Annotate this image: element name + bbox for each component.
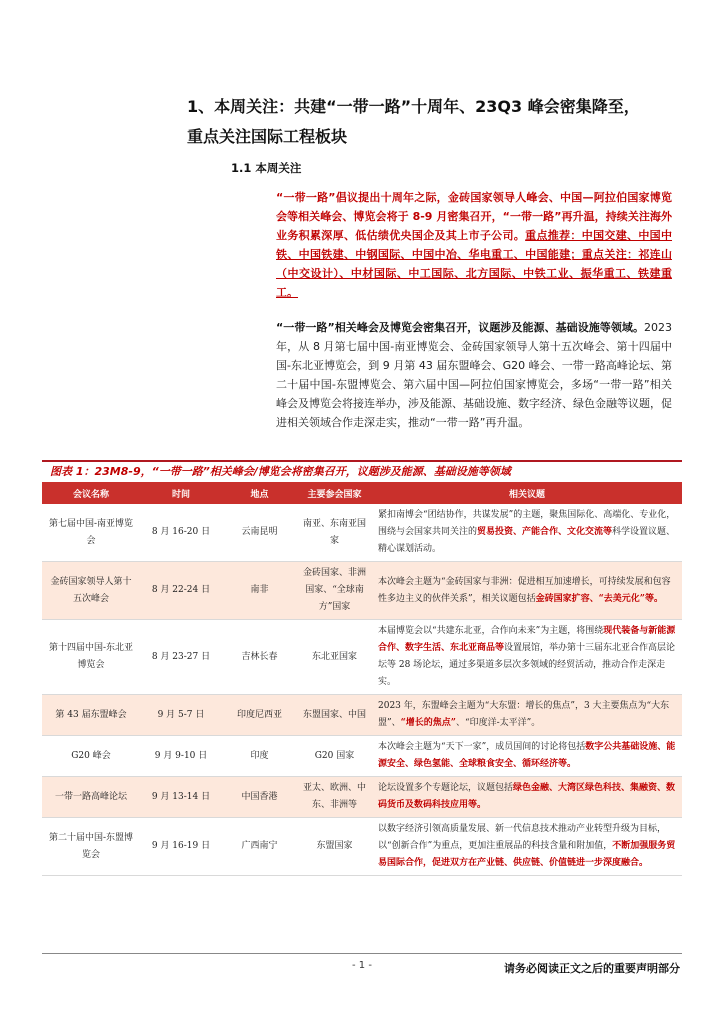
page-number: - 1 - xyxy=(352,960,372,971)
cell-topics xyxy=(372,736,682,777)
cell-place: 吉林长春 xyxy=(222,620,297,695)
cell-place: 云南昆明 xyxy=(222,504,297,562)
cell-topics xyxy=(372,777,682,818)
cell-topics xyxy=(372,620,682,695)
table-row xyxy=(42,777,682,818)
topic-text: 本次峰会主题为“天下一家”，成员国间的讨论将包括 xyxy=(378,742,586,752)
col-header-topics: 相关议题 xyxy=(372,482,682,504)
cell-date: 8 月 23-27 日 xyxy=(140,620,222,695)
topic-text-tail: 科学设置议题、精心谋划活动。 xyxy=(378,527,676,554)
cell-date: 9 月 13-14 日 xyxy=(140,777,222,818)
cell-meeting-name: G20 峰会 xyxy=(42,736,140,777)
cell-meeting-name: 第七届中国-南亚博览会 xyxy=(42,504,140,562)
topic-text: 本届博览会以“共建东北亚，合作向未来”为主题，将围绕 xyxy=(378,626,604,636)
cell-date: 9 月 9-10 日 xyxy=(140,736,222,777)
section-heading-line2: 重点关注国际工程板块 xyxy=(187,127,348,146)
section-heading xyxy=(187,92,687,152)
footer-divider xyxy=(42,953,682,954)
cell-place: 南非 xyxy=(222,562,297,620)
figure-title: 图表 1：23M8-9，“一带一路”相关峰会/博览会将密集召开，议题涉及能源、基础设施等领域 xyxy=(42,460,682,482)
cell-countries: G20 国家 xyxy=(297,736,372,777)
topic-text-tail: 设置展馆，举办第十三届东北亚合作高层论坛等 28 场论坛，通过多渠道多层次多领域的经贸活动，推动合作走深走实。 xyxy=(378,643,676,687)
topic-highlight: 现代装备与新能源合作、数字生活、东北亚商品等 xyxy=(378,626,676,653)
table-row xyxy=(42,562,682,620)
cell-place: 中国香港 xyxy=(222,777,297,818)
body-paragraph xyxy=(276,318,672,432)
topic-text: 紧扣南博会“团结协作，共谋发展”的主题，聚焦国际化、高端化、专业化，围绕与会国家共同关注的 xyxy=(378,510,676,537)
cell-meeting-name: 金砖国家领导人第十五次峰会 xyxy=(42,562,140,620)
col-header-name: 会议名称 xyxy=(42,482,140,504)
cell-countries: 金砖国家、非洲国家、“全球南方”国家 xyxy=(297,562,372,620)
cell-date: 9 月 5-7 日 xyxy=(140,695,222,736)
section-heading-line1: 1、本周关注：共建“一带一路”十周年、23Q3 峰会密集降至， xyxy=(187,97,640,116)
topic-text: 本次峰会主题为“金砖国家与非洲：促进相互加速增长，可持续发展和包容性多边主义的伙伴关系”，相关议题包括 xyxy=(378,576,671,604)
cell-meeting-name: 第十四届中国-东北亚博览会 xyxy=(42,620,140,695)
topic-highlight: 不断加强服务贸易国际合作，促进双方在产业链、供应链、价值链进一步深度融合。 xyxy=(378,841,676,868)
table-row xyxy=(42,818,682,876)
cell-countries: 东盟国家 xyxy=(297,818,372,876)
table-row xyxy=(42,736,682,777)
subsection-heading: 1.1 本周关注 xyxy=(231,161,302,175)
topic-text: 2023 年，东盟峰会主题为“大东盟：增长的焦点”，3 大主要焦点为“大东盟”、 xyxy=(378,701,670,728)
highlight-intro: “一带一路”倡议提出十周年之际，金砖国家领导人峰会、中国—阿拉伯国家博览会等相关峰会、博览会将于 8-9 月密集召开，“一带一路”再升温，持续关注海外业务积累深厚、低估绩优央国企及其上市子公司。 xyxy=(276,191,672,242)
footer-disclaimer: 请务必阅读正文之后的重要声明部分 xyxy=(504,962,680,975)
topic-highlight: 绿色金融、大湾区绿色科技、集融资、数码货币及数码科技应用等。 xyxy=(378,783,676,810)
topic-highlight: “增长的焦点” xyxy=(400,718,456,728)
cell-countries: 南亚、东南亚国家 xyxy=(297,504,372,562)
cell-topics xyxy=(372,818,682,876)
cell-topics xyxy=(372,695,682,736)
col-header-date: 时间 xyxy=(140,482,222,504)
cell-place: 广西南宁 xyxy=(222,818,297,876)
col-header-place: 地点 xyxy=(222,482,297,504)
cell-meeting-name: 第二十届中国-东盟博览会 xyxy=(42,818,140,876)
topic-text-tail: 、“印度洋-太平洋”。 xyxy=(455,718,541,728)
cell-meeting-name: 一带一路高峰论坛 xyxy=(42,777,140,818)
summit-table xyxy=(42,482,682,876)
table-row xyxy=(42,695,682,736)
cell-countries: 东北亚国家 xyxy=(297,620,372,695)
cell-topics xyxy=(372,504,682,562)
col-header-countries: 主要参会国家 xyxy=(297,482,372,504)
cell-place: 印度尼西亚 xyxy=(222,695,297,736)
topic-text: 以数字经济引领高质量发展、新一代信息技术推动产业转型升级为目标，以“创新合作”为重点，更加注重展品的科技含量和附加值， xyxy=(378,824,667,851)
topic-highlight: 数字公共基础设施、能源安全、绿色氢能、全球粮食安全、循环经济等。 xyxy=(378,742,676,769)
highlight-paragraph xyxy=(276,188,672,302)
body-lead: “一带一路”相关峰会及博览会密集召开，议题涉及能源、基础设施等领域。 xyxy=(276,321,644,334)
body-text: 2023 年，从 8 月第七届中国-南亚博览会、金砖国家领导人第十五次峰会、第十四届中国-东北亚博览会，到 9 月第 43 届东盟峰会、G20 峰会、一带一路高峰论坛、第二十届中国-东盟博览会、第六届中国—阿拉伯国家博览会，多场“一带一路”相关峰会及博览会将接连举办，涉及能源、基础设施、数字经济、绿色金融等议题，促进相关领域合作走深走实，推动“一带一路”再升温。 xyxy=(276,321,672,429)
recommend-list: 重点推荐：中国交建、中国中铁、中国铁建、中钢国际、中国中冶、华电重工、中国能建；重点关注：祁连山（中交设计）、中材国际、中工国际、北方国际、中铁工业、振华重工、铁建重工。 xyxy=(276,229,673,299)
topic-highlight: 贸易投资、产能合作、文化交流等 xyxy=(477,527,613,537)
table-row xyxy=(42,504,682,562)
table-header-row xyxy=(42,482,682,504)
topic-highlight: 金砖国家扩容、“去美元化”等。 xyxy=(535,593,663,604)
cell-date: 8 月 16-20 日 xyxy=(140,504,222,562)
cell-countries: 亚太、欧洲、中东、非洲等 xyxy=(297,777,372,818)
cell-place: 印度 xyxy=(222,736,297,777)
cell-meeting-name: 第 43 届东盟峰会 xyxy=(42,695,140,736)
cell-countries: 东盟国家、中国 xyxy=(297,695,372,736)
table-row xyxy=(42,620,682,695)
topic-text: 论坛设置多个专题论坛，议题包括 xyxy=(378,783,514,793)
cell-date: 9 月 16-19 日 xyxy=(140,818,222,876)
cell-topics xyxy=(372,562,682,620)
cell-date: 8 月 22-24 日 xyxy=(140,562,222,620)
